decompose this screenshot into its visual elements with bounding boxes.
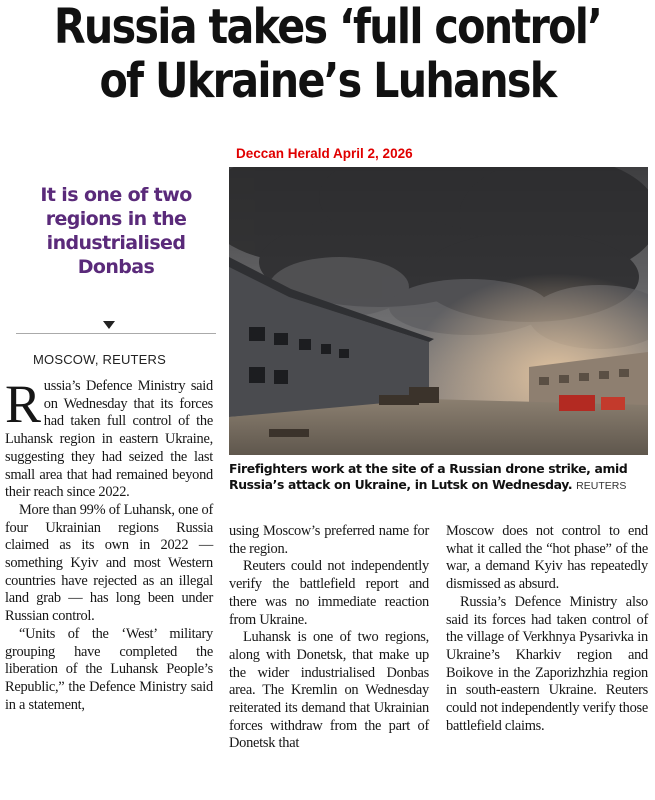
article-paragraph: “Units of the ‘West’ military grouping have completed the liberation of the Luhansk People’s Republic,” the Defence Ministry said in a statement, — [5, 625, 213, 713]
photo-credit: REUTERS — [576, 480, 627, 492]
article-column-2 — [229, 523, 429, 753]
photo-caption — [229, 461, 651, 494]
article-paragraph: Moscow does not control to end what it called the “hot phase” of the war, a demand Kyiv has repeatedly dismissed as absurd. — [446, 523, 648, 593]
dateline-source: MOSCOW, REUTERS — [33, 352, 167, 367]
article-column-3 — [446, 523, 648, 735]
kicker-divider — [16, 333, 216, 334]
article-paragraph: Russia’s Defence Ministry also said its forces had taken control of the village of Verkhnya Pysarivka in Ukraine’s Kharkiv region and Boikove in the Zaporizhzhia region in south-eastern Ukraine. Reuters could not independently verify those battlefield claims. — [446, 593, 649, 734]
caption-text: Firefighters work at the site of a Russian drone strike, amid Russia’s attack on Ukraine, in Lutsk on Wednesday. — [229, 461, 628, 492]
article-paragraph: using Moscow’s preferred name for the region. — [229, 523, 429, 557]
paragraph-text: ussia’s Defence Ministry said on Wednesday that its forces had taken full control of the Luhansk region in eastern Ukraine, suggesting they had seized the last small area that had remained beyond their reach since 2022. — [5, 378, 213, 501]
headline — [46, 0, 609, 108]
article-paragraph: Luhansk is one of two regions, along with Donetsk, that make up the wider industrialised Donbas area. The Kremlin on Wednesday reiterated its demand that Ukrainian forces withdraw from the part of Donetsk that — [229, 629, 429, 752]
headline-line-2: of Ukraine’s Luhansk — [99, 53, 556, 109]
headline-line-1: Russia takes ‘full control’ — [53, 0, 602, 55]
drop-cap: R — [5, 374, 41, 434]
article-paragraph: More than 99% of Luhansk, one of four Ukrainian regions Russia claimed as its own in 2022 — something Kyiv and most Western countries have rejected as an illegal land grab — has long been under Russian control. — [5, 501, 213, 625]
article-column-1 — [5, 374, 213, 714]
triangle-down-icon — [103, 321, 115, 329]
article-paragraph: Reuters could not independently verify the battlefield report and there was no immediate reaction from Ukraine. — [229, 558, 429, 628]
publication-date: Deccan Herald April 2, 2026 — [236, 146, 413, 161]
news-photo — [229, 167, 648, 455]
kicker-deck: It is one of two regions in the industrialised Donbas — [40, 184, 192, 278]
article-paragraph — [5, 374, 213, 502]
